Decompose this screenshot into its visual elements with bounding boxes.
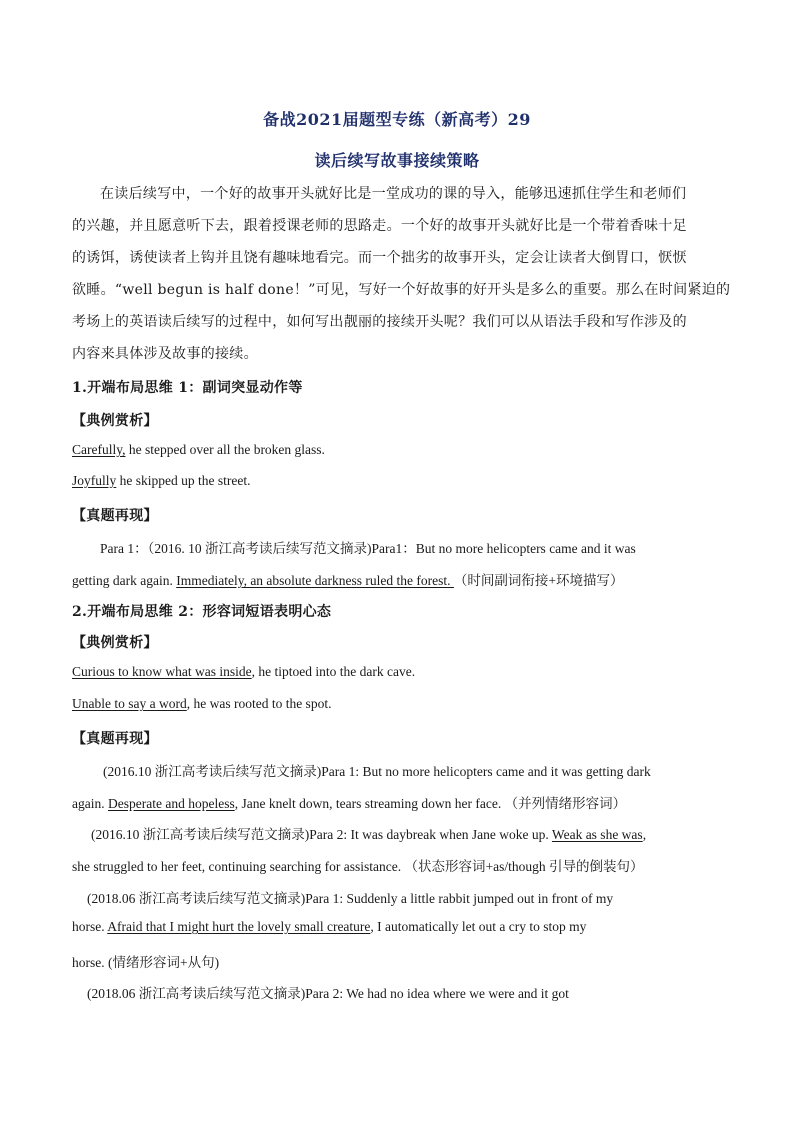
example-text: , he was rooted to the spot. (186, 696, 332, 711)
section2-para-b-line-1 (91, 823, 646, 843)
intro-line-6: 内容来具体涉及故事的接续。 (72, 346, 258, 362)
section1-heading: 1.开端布局思维 1：副词突显动作等 (72, 380, 303, 396)
section1-para-line-2 (72, 569, 624, 589)
section2-para-c-line-1: (2018.06 浙江高考读后续写范文摘录)Para 1: Suddenly a little rabbit jumped out in front of my (87, 891, 614, 906)
para-text: again. (72, 796, 108, 811)
underlined-phrase: Afraid that I might hurt the lovely small creature (107, 919, 371, 934)
section2-reappear-label: 【真题再现】 (72, 731, 158, 747)
para-text: getting dark again. (72, 573, 177, 588)
example-text: , he tiptoed into the dark cave. (251, 664, 416, 679)
para-text: (2016.10 浙江高考读后续写范文摘录)Para 2: It was daybreak when Jane woke up. (91, 827, 552, 842)
section2-heading: 2.开端布局思维 2：形容词短语表明心态 (72, 604, 332, 620)
intro-line-4: 欲睡。“well begun is half done！”可见，写好一个好故事的好开头是多么的重要。那么在时间紧迫的 (72, 282, 731, 298)
underlined-phrase: Unable to say a word (72, 696, 187, 711)
document-title: 备战2021届题型专练（新高考）29 (263, 110, 531, 129)
section2-para-d-line-1: (2018.06 浙江高考读后续写范文摘录)Para 2: We had no idea where we were and it got (87, 986, 569, 1001)
intro-line-2: 的兴趣，并且愿意听下去，跟着授课老师的思路走。一个好的故事开头就好比是一个带着香味十足 (72, 218, 687, 234)
underlined-phrase: Desperate and hopeless (108, 796, 235, 811)
para-text: horse. (72, 919, 108, 934)
para-text: , I automatically let out a cry to stop my (370, 919, 587, 934)
example-text: he skipped up the street. (116, 473, 251, 488)
section1-para-line-1: Para 1：（2016. 10 浙江高考读后续写范文摘录)Para1：But no more helicopters came and it was (100, 541, 636, 556)
section1-example-1 (72, 442, 325, 458)
section2-para-c-line-2 (72, 919, 586, 935)
section2-para-a-line-2 (72, 792, 626, 812)
section2-appreciate-label: 【典例赏析】 (72, 635, 158, 651)
section2-para-a-line-1: (2016.10 浙江高考读后续写范文摘录)Para 1: But no more helicopters came and it was getting dark (103, 764, 651, 779)
para-text: , (642, 827, 647, 842)
example-text: he stepped over all the broken glass. (125, 442, 325, 457)
underlined-phrase: Joyfully (72, 473, 117, 488)
intro-line-5: 考场上的英语读后续写的过程中，如何写出靓丽的接续开头呢？我们可以从语法手段和写作涉及的 (72, 314, 687, 330)
intro-line-3: 的诱饵，诱使读者上钩并且饶有趣味地看完。而一个拙劣的故事开头，定会让读者大倒胃口，恹恹 (72, 250, 687, 266)
intro-line-1: 在读后续写中，一个好的故事开头就好比是一堂成功的课的导入，能够迅速抓住学生和老师们 (100, 186, 687, 202)
section1-appreciate-label: 【典例赏析】 (72, 413, 158, 429)
underlined-phrase: Weak as she was (551, 827, 643, 842)
para-note: （时间副词衔接+环境描写） (453, 573, 624, 588)
underlined-phrase: Immediately, an absolute darkness ruled the forest. (176, 573, 454, 588)
section2-example-1 (72, 664, 415, 680)
section2-para-c-line-3: horse. (情绪形容词+从句) (72, 955, 220, 970)
underlined-phrase: Curious to know what was inside (72, 664, 252, 679)
section2-example-2 (72, 696, 331, 712)
section2-para-b-line-2: she struggled to her feet, continuing searching for assistance. （状态形容词+as/though 引导的倒装句） (72, 859, 644, 874)
para-text: , Jane knelt down, tears streaming down her face. （并列情绪形容词） (234, 796, 627, 811)
section1-reappear-label: 【真题再现】 (72, 508, 158, 524)
underlined-phrase: Carefully, (72, 442, 126, 457)
section1-example-2 (72, 473, 250, 489)
document-subtitle: 读后续写故事接续策略 (314, 151, 480, 170)
